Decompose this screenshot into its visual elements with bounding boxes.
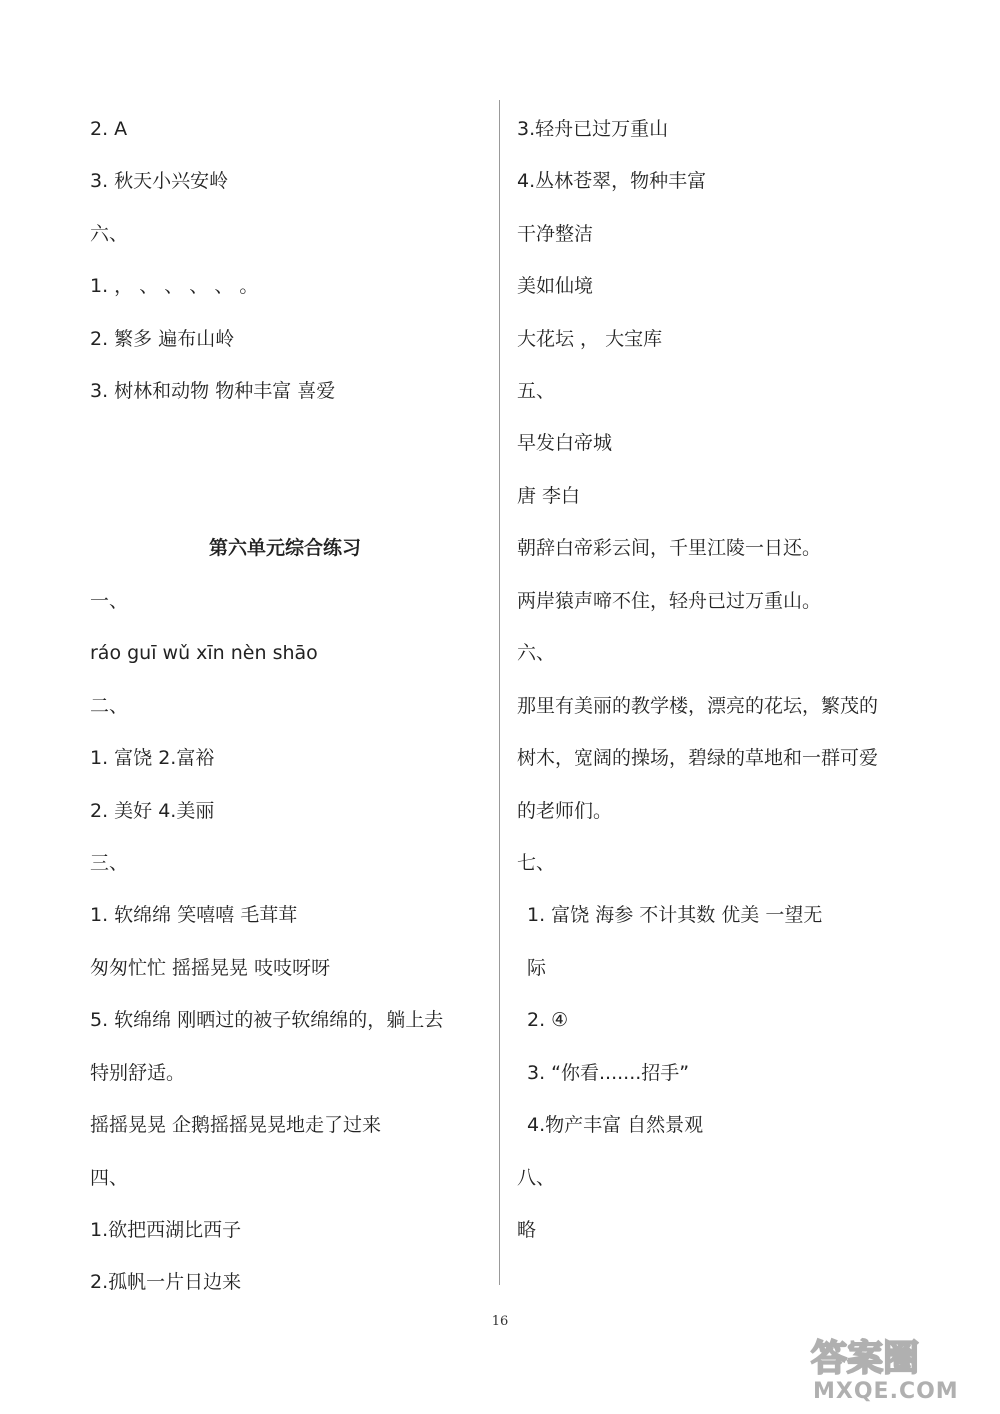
poem-line: 两岸猿声啼不住，轻舟已过万重山。 [517,590,822,612]
answer-line: 略 [517,1219,537,1241]
watermark-text: 答案圈 [811,1338,920,1379]
answer-line: 2.孤帆一片日边来 [90,1271,242,1293]
answer-line: 匆匆忙忙 摇摇晃晃 吱吱呀呀 [90,957,331,979]
section-label: 四、 [90,1167,129,1189]
answer-line: 3.轻舟已过万重山 [517,118,669,140]
answer-line: 3. 秋天小兴安岭 [90,170,229,192]
answer-line: 美如仙境 [517,275,594,297]
answer-line: 3. “你看.......招手” [527,1062,690,1084]
answer-line: 1. 软绵绵 笑嘻嘻 毛茸茸 [90,904,298,926]
page-number: 16 [491,1314,509,1329]
answer-line: 1. 富饶 海参 不计其数 优美 一望无 [527,904,823,926]
unit-heading: 第六单元综合练习 [208,537,361,559]
answer-line: 2. 繁多 遍布山岭 [90,328,235,350]
answer-line: 特别舒适。 [90,1062,186,1084]
answer-line: 2. ④ [527,1009,569,1031]
answer-line: 4.丛林苍翠，物种丰富 [517,170,707,192]
answer-line: 树木，宽阔的操场，碧绿的草地和一群可爱 [517,747,879,769]
answer-line: 的老师们。 [517,800,613,822]
section-label: 二、 [90,695,129,717]
section-label: 三、 [90,852,129,874]
poem-title: 早发白帝城 [517,432,613,454]
section-label: 五、 [517,380,556,402]
answer-line: 摇摇晃晃 企鹅摇摇晃晃地走了过来 [90,1114,382,1136]
answer-line: 2. A [90,118,128,140]
answer-line: 3. 树林和动物 物种丰富 喜爱 [90,380,336,402]
poem-line: 朝辞白帝彩云间，千里江陵一日还。 [517,537,822,559]
watermark-subtext: MXQE.COM [813,1379,959,1404]
answer-line: ráo guī wǔ xīn nèn shāo [90,642,318,664]
answer-line: 1. 富饶 2.富裕 [90,747,215,769]
answer-line: 际 [527,957,547,979]
poem-author: 唐 李白 [517,485,581,507]
answer-line: 干净整洁 [517,223,594,245]
answer-line: 那里有美丽的教学楼，漂亮的花坛，繁茂的 [517,695,879,717]
section-label: 一、 [90,590,129,612]
answer-line: 1. ， 、 、 、 、 。 [90,275,259,297]
watermark-logo [805,1326,980,1406]
section-label: 八、 [517,1167,556,1189]
section-label: 六、 [90,223,129,245]
answer-line: 2. 美好 4.美丽 [90,800,215,822]
section-label: 七、 [517,852,556,874]
answer-line: 4.物产丰富 自然景观 [527,1114,704,1136]
column-divider [499,100,500,1285]
section-label: 六、 [517,642,556,664]
answer-line: 1.欲把西湖比西子 [90,1219,242,1241]
answer-line: 5. 软绵绵 刚晒过的被子软绵绵的，躺上去 [90,1009,444,1031]
answer-line: 大花坛 ， 大宝库 [517,328,663,350]
